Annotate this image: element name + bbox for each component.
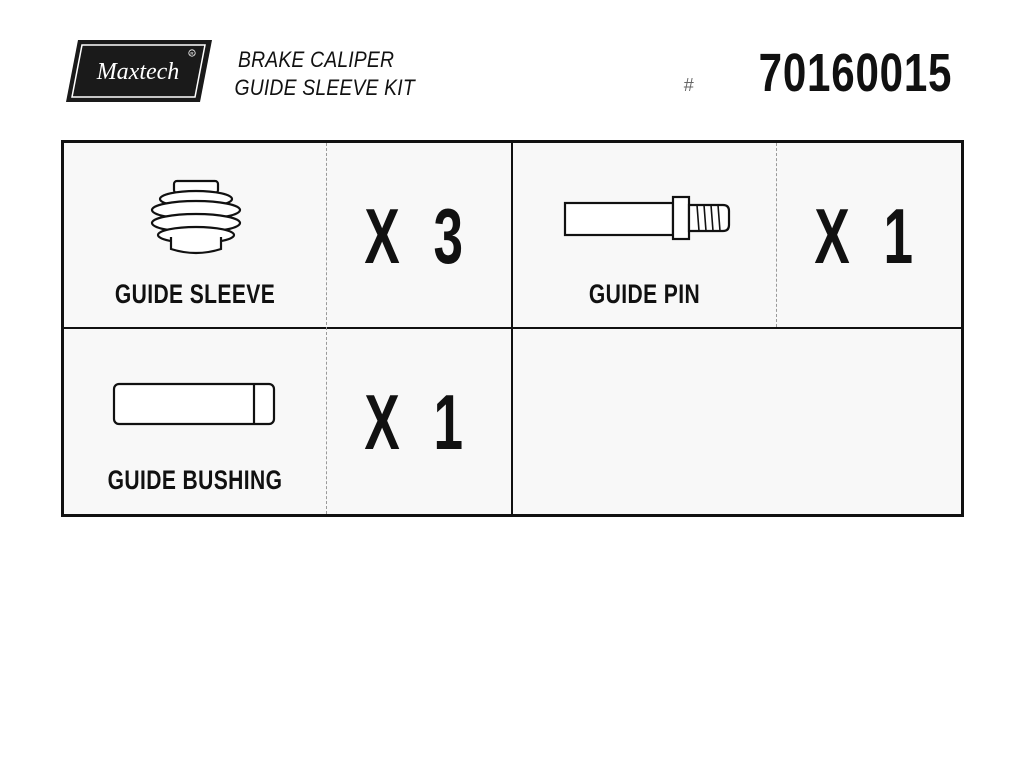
guide-sleeve-icon <box>149 179 243 262</box>
item-label: GUIDE BUSHING <box>107 465 283 495</box>
item-cell-guide-bushing <box>64 329 326 514</box>
item-cell-guide-sleeve <box>64 143 326 327</box>
title-line-1: BRAKE CALIPER <box>238 47 395 72</box>
item-qty-cell <box>326 329 511 514</box>
item-quantity: X 1 <box>814 192 923 280</box>
item-qty-cell <box>776 143 961 327</box>
empty-cell <box>513 329 961 514</box>
item-quantity: X 1 <box>364 378 473 466</box>
svg-text:Maxtech: Maxtech <box>96 59 180 85</box>
header <box>0 0 1024 130</box>
title-line-2: GUIDE SLEEVE KIT <box>234 75 415 100</box>
product-title <box>234 46 415 102</box>
item-cell-guide-pin <box>513 143 776 327</box>
svg-text:R: R <box>190 51 194 56</box>
item-label: GUIDE PIN <box>588 279 701 309</box>
part-number <box>684 42 952 104</box>
guide-bushing-icon <box>112 381 280 432</box>
guide-pin-icon <box>563 195 731 246</box>
item-qty-cell <box>326 143 511 327</box>
part-number-hash: # <box>683 75 694 95</box>
part-number-value: 70160015 <box>758 43 952 103</box>
item-label: GUIDE SLEEVE <box>114 279 276 309</box>
item-quantity: X 3 <box>364 192 473 280</box>
maxtech-logo <box>64 38 214 104</box>
kit-contents-table <box>61 140 964 517</box>
